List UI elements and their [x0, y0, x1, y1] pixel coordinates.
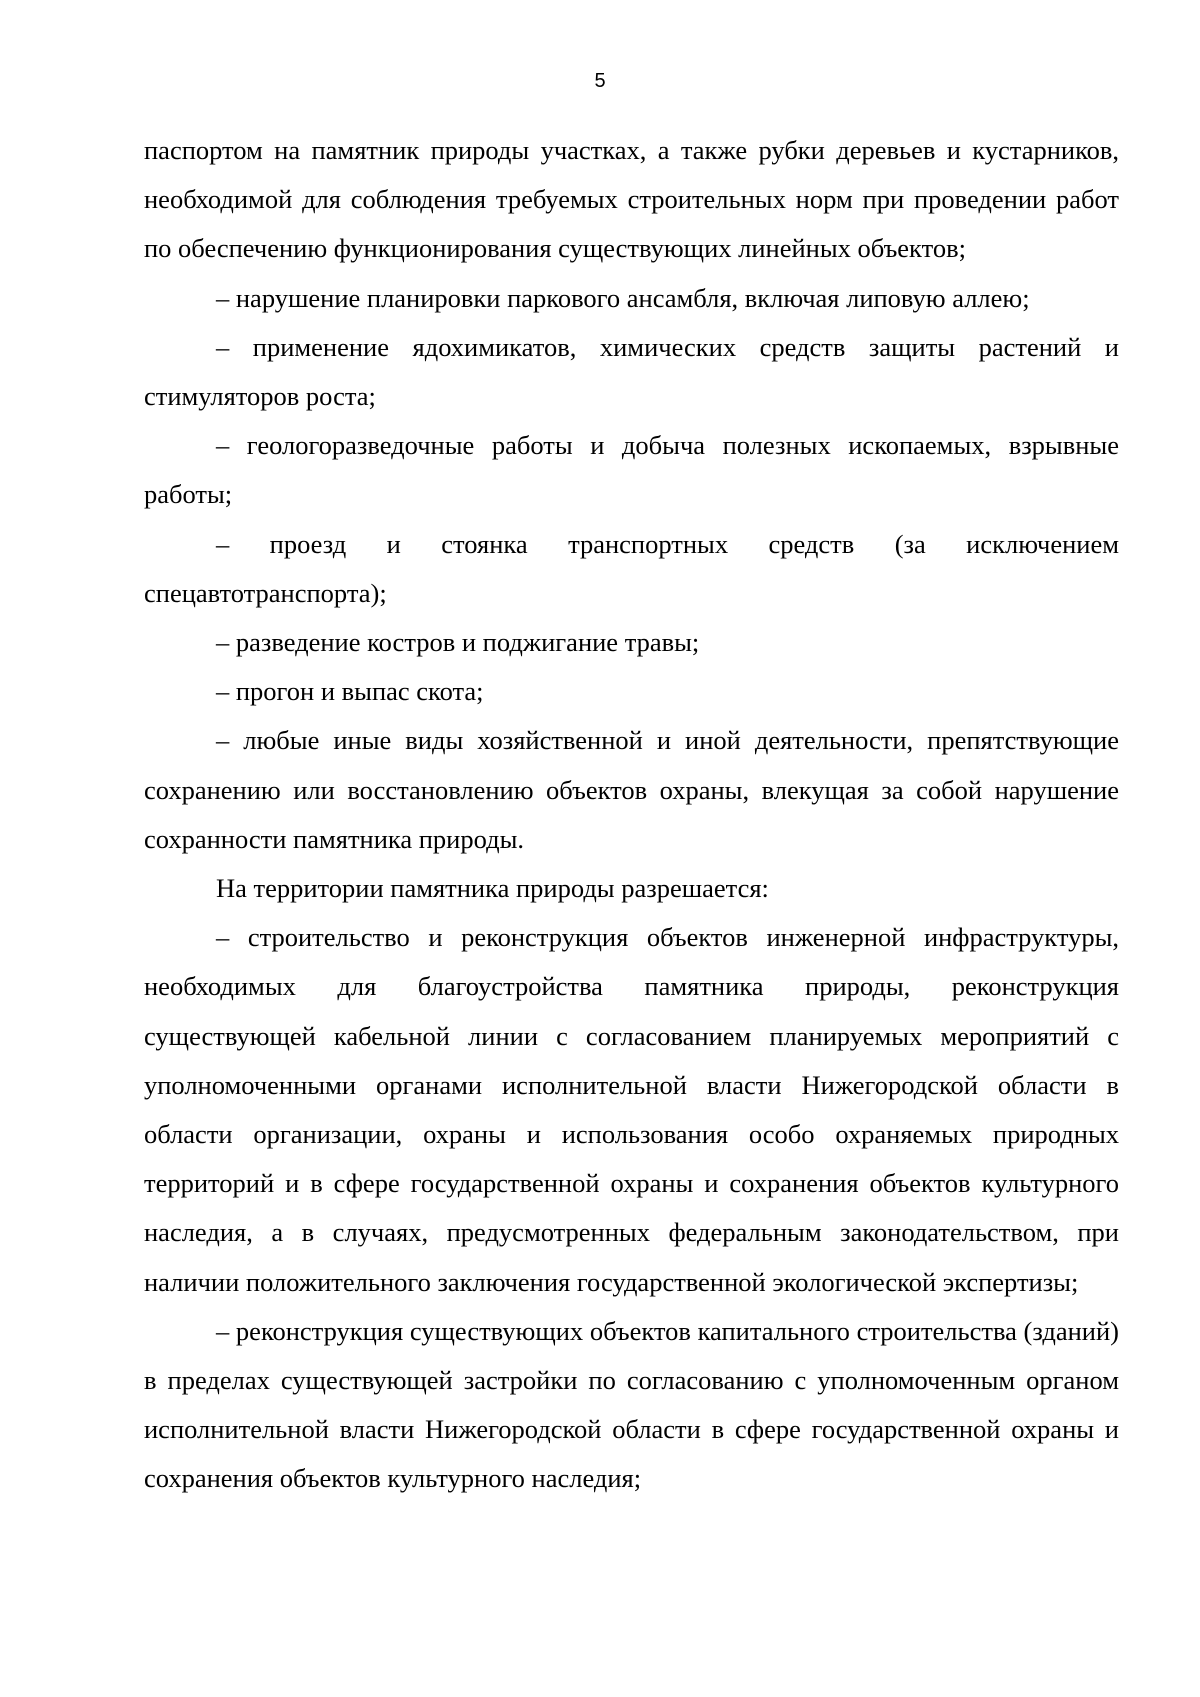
list-item-agrochemicals: – применение ядохимикатов, химических средств защиты растений и стимуляторов роста;	[144, 331, 1119, 412]
page-number: 5	[594, 70, 606, 92]
list-item-bonfires: – разведение костров и поджигание травы;	[216, 627, 700, 658]
list-item-livestock: – прогон и выпас скота;	[216, 676, 484, 707]
list-item-infrastructure: – строительство и реконструкция объектов инженерной инфраструктуры, необходимых для благоустройства памятника природы, реконструкция существующей кабельной линии с согласованием планируемых мероприятий с уполномоченными органами исполнительной власти Нижегородской области в области организации, охраны и использования особо охраняемых природных территорий и в сфере государственной охраны и сохранения объектов культурного наследия, а в случаях, предусмотренных федеральным законодательством, при наличии положительного заключения государственной экологической экспертизы;	[144, 922, 1119, 1297]
list-item-park-layout: – нарушение планировки паркового ансамбля, включая липовую аллею;	[216, 282, 1030, 313]
list-item-reconstruction: – реконструкция существующих объектов капитального строительства (зданий) в пределах существующей застройки по согласованию с уполномоченным органом исполнительной власти Нижегородской области в сфере государственной охраны и сохранения объектов культурного наследия;	[144, 1315, 1119, 1494]
paragraph-continuation: паспортом на памятник природы участках, а также рубки деревьев и кустарников, необходимой для соблюдения требуемых строительных норм при проведении работ по обеспечению функционирования существующих линейных объектов;	[144, 135, 1119, 264]
list-item-other-activities: – любые иные виды хозяйственной и иной деятельности, препятствующие сохранению или восстановлению объектов охраны, влекущая за собой нарушение сохранности памятника природы.	[144, 725, 1119, 854]
list-item-vehicle-parking: – проезд и стоянка транспортных средств (за исключением спецавтотранспорта);	[144, 528, 1119, 608]
document-body	[144, 126, 1119, 1504]
list-item-geological-works: – геологоразведочные работы и добыча полезных ископаемых, взрывные работы;	[144, 430, 1119, 510]
section-intro-permitted: На территории памятника природы разрешается:	[216, 873, 769, 904]
